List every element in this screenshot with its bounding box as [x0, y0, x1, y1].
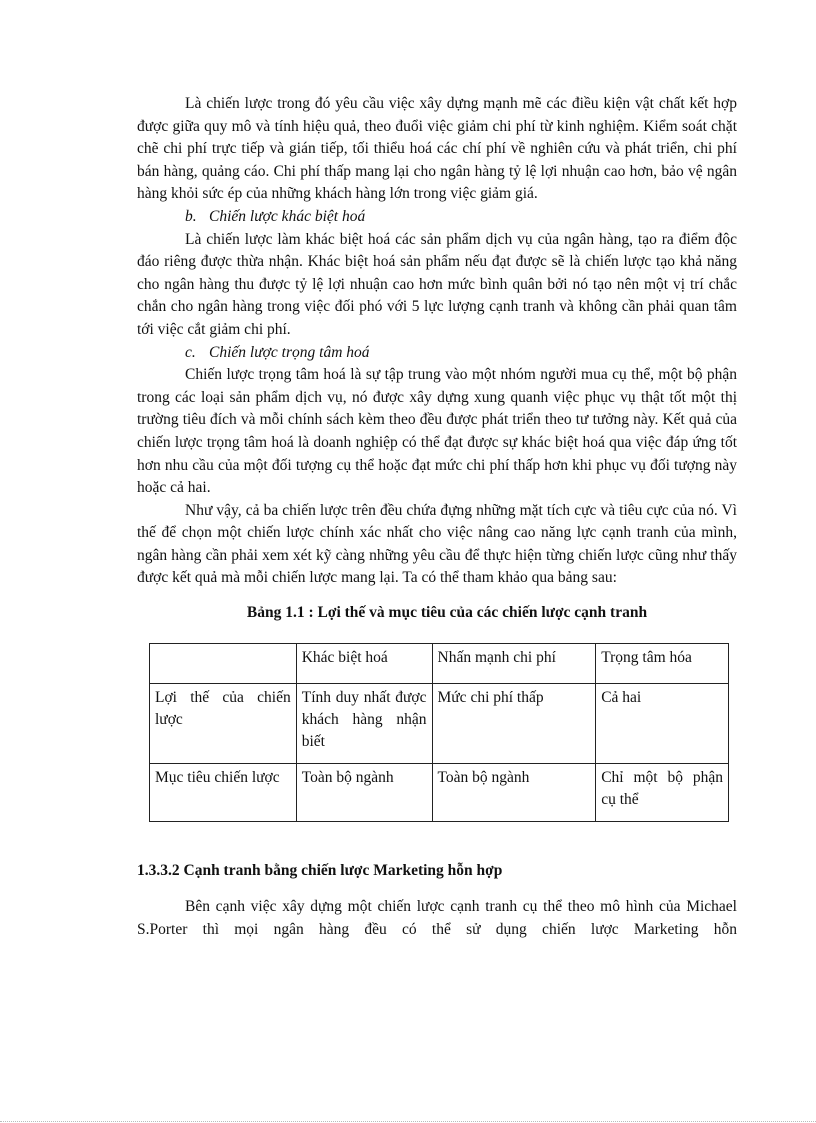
table-caption: Bảng 1.1 : Lợi thế và mục tiêu của các chiến lược cạnh tranh [246, 604, 648, 622]
table-cell: Mục tiêu chiến lược [150, 763, 297, 821]
subheading-title: Chiến lược khác biệt hoá [209, 207, 366, 225]
paragraph-marketing: Bên cạnh việc xây dựng một chiến lược cạnh tranh cụ thể theo mô hình của Michael S.Porter thì mọi ngân hàng đều có thể sử dụng chiến lược Marketing hỗn [137, 898, 737, 938]
document-page [137, 93, 737, 941]
subheading-letter: b. [185, 207, 197, 225]
paragraph-differentiation: Là chiến lược làm khác biệt hoá các sản phẩm dịch vụ của ngân hàng, tạo ra điểm độc đáo riêng được thừa nhận. Khác biệt hoá sản phẩm nếu đạt được sẽ là chiến lược tạo khả năng cho ngân hàng thu được tỷ lệ lợi nhuận cao hơn mức bình quân bởi nó tạo nên một vị trí chắc chắn cho ngân hàng trong việc đối phó với 5 lực lượng cạnh tranh và không cần phải quan tâm tới việc cắt giảm chi phí. [137, 230, 737, 338]
table-cell: Cả hai [596, 683, 729, 763]
table-header-cell: Khác biệt hoá [296, 643, 432, 683]
paragraph-cost-strategy: Là chiến lược trong đó yêu cầu việc xây dựng mạnh mẽ các điều kiện vật chất kết hợp được giữa quy mô và tính hiệu quả, theo đuổi việc giảm chi phí từ kinh nghiệm. Kiểm soát chặt chẽ chi phí trực tiếp và gián tiếp, tối thiểu hoá các chí phí về nghiên cứu và phát triển, chi phí bán hàng, quảng cáo. Chi phí thấp mang lại cho ngân hàng tỷ lệ lợi nhuận cao hơn, bảo vệ ngân hàng khỏi sức ép của những khách hàng lớn trong việc giảm giá. [137, 95, 737, 203]
paragraph-summary: Như vậy, cả ba chiến lược trên đều chứa đựng những mặt tích cực và tiêu cực của nó. Vì thế để chọn một chiến lược chính xác nhất cho việc nâng cao năng lực cạnh tranh của mình, ngân hàng cần phải xem xét kỹ càng những yêu cầu để thực hiện từng chiến lược cũng như thấy được kết quả mà mỗi chiến lược mang lại. Ta có thể tham khảo qua bảng sau: [137, 501, 737, 587]
table-row [150, 683, 729, 763]
table-cell: Toàn bộ ngành [432, 763, 596, 821]
table-cell: Toàn bộ ngành [296, 763, 432, 821]
subheading-letter: c. [185, 343, 196, 361]
table-header-row [150, 643, 729, 683]
paragraph-focus: Chiến lược trọng tâm hoá là sự tập trung vào một nhóm người mua cụ thể, một bộ phận trong các loại sản phẩm dịch vụ, nó được xây dựng xung quanh việc phục vụ thật tốt một thị trường tiêu đích và mỗi chính sách kèm theo đều được phát triển theo tư tưởng này. Kết quả của chiến lược trọng tâm hoá là doanh nghiệp có thể đạt được sự khác biệt hoá qua việc đáp ứng tốt hơn nhu cầu của một đối tượng cụ thể hoặc đạt mức chi phí thấp hơn khi phục vụ đối tượng này hoặc cả hai. [137, 366, 737, 497]
subheading-focus [137, 342, 737, 365]
subheading-differentiation [137, 206, 737, 229]
page-bottom-rule [0, 1121, 816, 1122]
table-header-cell: Trọng tâm hóa [596, 643, 729, 683]
table-row [150, 763, 729, 821]
table-cell: Chỉ một bộ phận cụ thể [596, 763, 729, 821]
table-header-cell: Nhấn mạnh chi phí [432, 643, 596, 683]
table-cell: Tính duy nhất được khách hàng nhận biết [296, 683, 432, 763]
table-cell: Mức chi phí thấp [432, 683, 596, 763]
subheading-title: Chiến lược trọng tâm hoá [209, 343, 370, 361]
section-heading: 1.3.3.2 Cạnh tranh bằng chiến lược Marketing hỗn hợp [137, 861, 503, 879]
strategy-table [149, 643, 729, 822]
table-header-cell [150, 643, 297, 683]
table-cell: Lợi thế của chiến lược [150, 683, 297, 763]
